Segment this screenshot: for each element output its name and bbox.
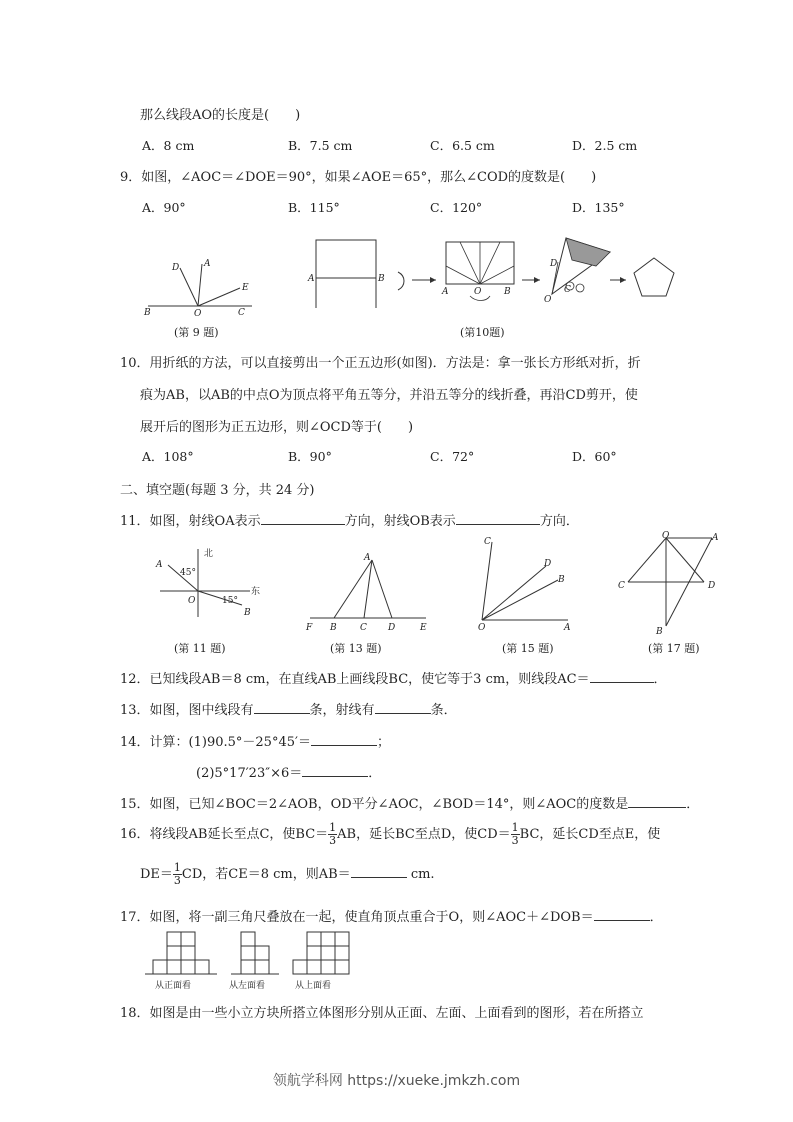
svg-text:A: A (364, 553, 371, 563)
svg-text:A: A (564, 623, 571, 632)
q9-caption: (第 9 题) (174, 326, 219, 339)
north-label: 北 (204, 549, 214, 559)
q17-caption: (第 17 题) (648, 642, 700, 655)
svg-text:D: D (708, 581, 716, 591)
svg-text:O: O (478, 623, 486, 632)
q13-text: 13．如图，图中线段有 条，射线有 条． (120, 699, 457, 718)
svg-text:D: D (550, 259, 558, 269)
fraction-one-third: $\frac{1}{3}$ (511, 821, 519, 847)
svg-text:B: B (558, 575, 565, 585)
q9-option-d: D．135° (572, 200, 625, 215)
svg-text:D: D (544, 559, 552, 569)
q16-blank[interactable] (351, 864, 407, 878)
footer-watermark: 领航学科网 https://xueke.jmkzh.com (272, 1073, 521, 1089)
q10-line1: 10．用折纸的方法，可以直接剪出一个正五边形(如图)．方法是：拿一张长方形纸对折，折 (120, 356, 641, 371)
svg-text:C: C (564, 285, 571, 295)
svg-text:D: D (388, 623, 396, 630)
svg-text:E: E (420, 623, 427, 630)
q14-line2: (2)5°17′23″×6＝ ． (196, 762, 381, 781)
svg-text:C: C (238, 308, 245, 318)
svg-text:D: D (172, 263, 180, 273)
q8-option-c: C．6.5 cm (430, 138, 495, 153)
q17-text: 17．如图，将一副三角尺叠放在一起，使直角顶点重合于O，则∠AOC＋∠DOB＝ ． (120, 906, 663, 925)
q10-option-c: C．72° (430, 449, 475, 464)
svg-text:F: F (306, 623, 313, 630)
svg-text:C: C (484, 537, 491, 547)
q14-blank-1[interactable] (311, 732, 377, 746)
q13-blank-2[interactable] (375, 700, 431, 714)
view-front-label: 从正面看 (155, 981, 192, 991)
svg-text:B: B (330, 623, 337, 630)
q10-option-a: A．108° (142, 449, 194, 464)
q18-figure (145, 930, 365, 992)
q9-option-c: C．120° (430, 200, 483, 215)
q13-figure (302, 550, 437, 630)
q16-line2: DE＝ $\frac{1}{3}$ CD，若CE＝8 cm，则AB＝ cm. (140, 861, 435, 887)
q8-option-a: A．8 cm (142, 138, 195, 153)
section-heading: 二、填空题(每题 3 分，共 24 分) (120, 483, 315, 498)
svg-text:C: C (360, 623, 367, 630)
angle-45-label: 45° (180, 568, 196, 578)
q14-blank-2[interactable] (302, 763, 368, 777)
q11-blank-1[interactable] (261, 511, 345, 525)
east-label: 东 (251, 587, 261, 597)
svg-text:B: B (144, 308, 151, 318)
fraction-one-third: $\frac{1}{3}$ (173, 861, 181, 887)
svg-text:B: B (656, 627, 663, 636)
svg-text:E: E (242, 283, 249, 293)
svg-text:O: O (544, 295, 552, 305)
svg-text:A: A (442, 287, 449, 297)
svg-text:A: A (204, 259, 211, 269)
q8-option-b: B．7.5 cm (288, 138, 353, 153)
q15-text: 15．如图，已知∠BOC＝2∠AOB，OD平分∠AOC，∠BOD＝14°，则∠AOC的度数是 ． (120, 793, 699, 812)
q18-line1: 18．如图是由一些小立方块所搭立体图形分别从正面、左面、上面看到的图形，若在所搭立 (120, 1006, 644, 1021)
q15-figure (472, 534, 582, 632)
svg-text:B: B (244, 608, 251, 618)
q11-caption: (第 11 题) (174, 642, 226, 655)
svg-text:A: A (712, 533, 719, 543)
q9-stem: 9．如图，∠AOC＝∠DOE＝90°，如果∠AOE＝65°，那么∠COD的度数是( ) (120, 170, 597, 185)
q10-caption: (第10题) (460, 326, 505, 339)
svg-text:C: C (618, 581, 625, 591)
q13-caption: (第 13 题) (330, 642, 382, 655)
q11-figure (150, 545, 270, 625)
q16-line1: 16．将线段AB延长至点C，使BC＝ $\frac{1}{3}$ AB，延长BC至点D，使CD＝ $\frac{1}{3}$ BC，延长CD至点E，使 (120, 821, 661, 847)
q13-blank-1[interactable] (254, 700, 310, 714)
q17-blank[interactable] (594, 907, 650, 921)
q11-text: 11．如图，射线OA表示 方向，射线OB表示 方向． (120, 510, 579, 529)
svg-text:B: B (504, 287, 511, 297)
q9-option-b: B．115° (288, 200, 340, 215)
angle-15-label: 15° (222, 596, 238, 606)
q8-stem: 那么线段AO的长度是( ) (140, 108, 301, 123)
svg-text:B: B (378, 274, 385, 284)
q10-figure (300, 236, 680, 308)
q11-blank-2[interactable] (456, 511, 540, 525)
q10-option-b: B．90° (288, 449, 332, 464)
q14-line1: 14．计算：(1)90.5°－25°45′＝ ； (120, 731, 390, 750)
view-left-label: 从左面看 (229, 981, 266, 991)
svg-text:A: A (156, 560, 163, 570)
svg-text:A: A (308, 274, 315, 284)
svg-text:O: O (188, 596, 196, 606)
q17-figure (612, 530, 724, 636)
svg-text:O: O (662, 531, 670, 541)
q12-text: 12．已知线段AB＝8 cm，在直线AB上画线段BC，使它等于3 cm，则线段AC＝ ． (120, 668, 667, 687)
view-top-label: 从上面看 (295, 981, 332, 991)
svg-text:O: O (474, 287, 482, 297)
q12-blank[interactable] (590, 669, 654, 683)
q8-option-d: D．2.5 cm (572, 138, 638, 153)
q9-option-a: A．90° (142, 200, 186, 215)
fraction-one-third: $\frac{1}{3}$ (329, 821, 337, 847)
q15-caption: (第 15 题) (502, 642, 554, 655)
q10-option-d: D．60° (572, 449, 617, 464)
q10-line2: 痕为AB，以AB的中点O为顶点将平角五等分，并沿五等分的线折叠，再沿CD剪开，使 (140, 388, 638, 403)
svg-text:O: O (194, 309, 202, 319)
q10-line3: 展开后的图形为正五边形，则∠OCD等于( ) (140, 420, 414, 435)
q15-blank[interactable] (628, 794, 686, 808)
q9-figure (140, 252, 260, 322)
